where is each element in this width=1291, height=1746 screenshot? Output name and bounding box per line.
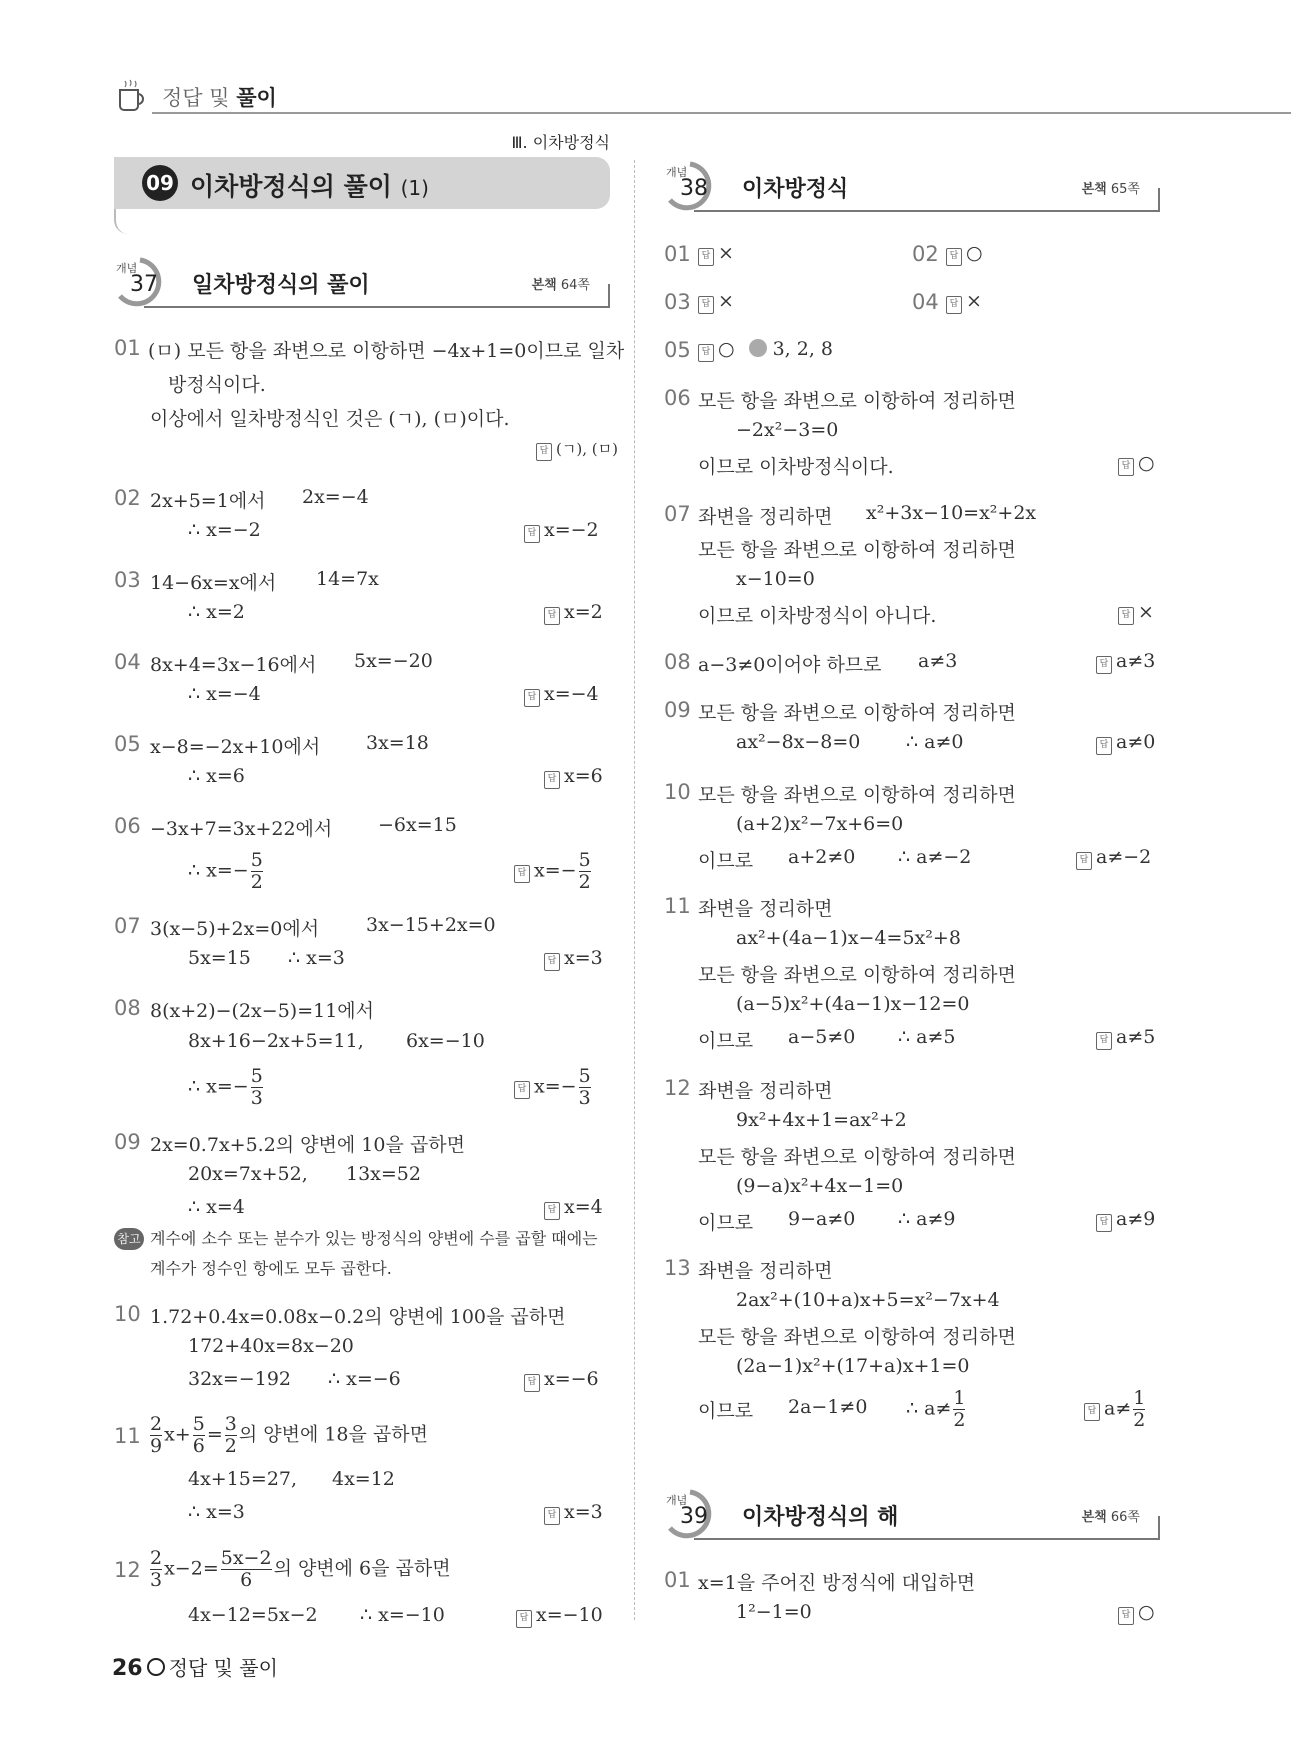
solution-line: 이므로 [698, 1212, 754, 1234]
solution-line: 20x=7x+52, [188, 1163, 308, 1185]
solution-line: ∴ x=3 [188, 1501, 245, 1523]
footer-dot-icon [147, 1658, 165, 1676]
solution-line: 4x=12 [332, 1468, 395, 1490]
note-tag: 참고 [114, 1228, 144, 1250]
solution-line: 2x=0.7x+5.2의 양변에 10을 곱하면 [150, 1134, 465, 1156]
chapter-banner [114, 157, 610, 209]
problem-number: 12 [114, 1558, 141, 1582]
page-number: 26 [112, 1656, 143, 1681]
concept-header-37: 개념 37 일차방정식의 풀이 본책 64쪽 [114, 256, 610, 312]
answer: 답 x=2 [544, 601, 603, 625]
answer: 답 x=4 [544, 1196, 603, 1220]
solution-line: ax²+(4a−1)x−4=5x²+8 [736, 927, 961, 949]
solution-line: ∴ x=−10 [360, 1604, 445, 1626]
solution-line: 이상에서 일차방정식인 것은 (ㄱ), (ㅁ)이다. [150, 408, 510, 430]
problem-number: 07 [114, 914, 141, 938]
answer: 답 ○ 3, 2, 8 [698, 338, 833, 362]
answer: 답 a≠3 [1096, 650, 1155, 674]
check-pencil-icon [749, 339, 767, 357]
problem-number: 03 [664, 290, 691, 314]
solution-line: −2x²−3=0 [736, 419, 839, 441]
solution-line: ∴ a≠5 [898, 1026, 956, 1048]
footer-text: 정답 및 풀이 [168, 1656, 278, 1680]
answer: 답 x=3 [544, 947, 603, 971]
solution-line: 이므로 이차방정식이 아니다. [698, 605, 937, 627]
concept-page-ref: 본책 65쪽 [1081, 182, 1140, 197]
problem-number: 09 [114, 1130, 141, 1154]
solution-line: 좌변을 정리하면 [698, 898, 833, 920]
solution-line: 6x=−10 [406, 1030, 485, 1052]
problem-number: 11 [664, 894, 691, 918]
solution-line: ∴ x=−6 [328, 1368, 401, 1390]
concept-title: 일차방정식의 풀이 [192, 273, 370, 298]
solution-line: 3x=18 [366, 732, 429, 754]
solution-line: (2a−1)x²+(17+a)x+1=0 [736, 1355, 970, 1377]
column-divider [634, 160, 635, 1620]
solution-line: x−10=0 [736, 568, 815, 590]
problem-number: 01 [114, 336, 141, 360]
solution-line: 4x+15=27, [188, 1468, 298, 1490]
solution-line: (a−5)x²+(4a−1)x−12=0 [736, 993, 970, 1015]
solution-line: 5x=15 [188, 947, 251, 969]
solution-line: (9−a)x²+4x−1=0 [736, 1175, 904, 1197]
answer: 답 x=−4 [524, 683, 599, 707]
solution-line: −3x+7=3x+22에서 [150, 818, 333, 840]
concept-header-38: 개념 38 이차방정식 본책 65쪽 [664, 160, 1160, 216]
chapter-number: 09 [142, 165, 178, 201]
problem-number: 03 [114, 568, 141, 592]
part-label: Ⅲ. 이차방정식 [511, 133, 610, 152]
problem-number: 08 [114, 996, 141, 1020]
solution-line: 모든 항을 좌변으로 이항하여 정리하면 [698, 1146, 1016, 1168]
solution-line: 이므로 이차방정식이다. [698, 456, 894, 478]
solution-line: 8x+16−2x+5=11, [188, 1030, 364, 1052]
solution-line: ∴ x=2 [188, 601, 245, 623]
solution-line: ∴ a≠−2 [898, 846, 972, 868]
solution-line: −6x=15 [378, 814, 457, 836]
solution-line: 172+40x=8x−20 [188, 1335, 354, 1357]
solution-line: $\frac{2}{9}$ x+ $\frac{5}{6}$ = $\frac{3}{2}$ 의 양변에 18을 곱하면 [150, 1413, 428, 1457]
solution-line: 모든 항을 좌변으로 이항하여 정리하면 [698, 964, 1016, 986]
answer: 답 ○ [1118, 1601, 1155, 1625]
answer: 답 (ㄱ), (ㅁ) [536, 438, 618, 461]
solution-line: 좌변을 정리하면 [698, 506, 833, 528]
solution-line: 이므로 [698, 1400, 754, 1422]
problem-number: 06 [664, 386, 691, 410]
problem-number: 11 [114, 1424, 141, 1448]
concept-title: 이차방정식의 해 [742, 1505, 899, 1530]
reference-note: 참고 계수에 소수 또는 분수가 있는 방정식의 양변에 수를 곱할 때에는 [114, 1226, 598, 1250]
reference-note-line2: 계수가 정수인 항에도 모두 곱한다. [150, 1259, 392, 1278]
solution-line: 2x+5=1에서 [150, 490, 266, 512]
solution-line: 14=7x [316, 568, 379, 590]
answer: 답 x=− $\frac{5}{3}$ [514, 1066, 593, 1109]
solution-line: 8x+4=3x−16에서 [150, 654, 317, 676]
solution-line: a−3≠0이어야 하므로 [698, 654, 882, 676]
problem-number: 09 [664, 698, 691, 722]
concept-number: 37 [130, 272, 158, 297]
solution-line: 이므로 [698, 850, 754, 872]
solution-line: a−5≠0 [788, 1026, 856, 1048]
solution-line: ∴ x=− $\frac{5}{2}$ [188, 849, 263, 893]
solution-line: ∴ x=−2 [188, 519, 261, 541]
solution-line: ∴ a≠9 [898, 1208, 956, 1230]
concept-header-39: 개념 39 이차방정식의 해 본책 66쪽 [664, 1488, 1160, 1544]
answer: 답 a≠9 [1096, 1208, 1155, 1232]
solution-line: $\frac{2}{3}$ x−2= $\frac{5x-2}{6}$ 의 양변에 6을 곱하면 [150, 1547, 451, 1591]
answer: 답 x=−2 [524, 519, 599, 543]
answer: 답 a≠ $\frac{1}{2}$ [1084, 1388, 1147, 1431]
concept-page-ref: 본책 64쪽 [531, 278, 590, 293]
solution-line: x=1을 주어진 방정식에 대입하면 [698, 1572, 976, 1594]
solution-line: x−8=−2x+10에서 [150, 736, 321, 758]
solution-line: 방정식이다. [168, 374, 266, 396]
answer: 답 x=6 [544, 765, 603, 789]
solution-line: ∴ a≠ $\frac{1}{2}$ [906, 1387, 966, 1431]
concept-number: 39 [680, 1504, 708, 1529]
solution-line: 13x=52 [346, 1163, 421, 1185]
answer: 답 ○ [946, 242, 983, 266]
solution-line: 2ax²+(10+a)x+5=x²−7x+4 [736, 1289, 1000, 1311]
answer: 답 a≠0 [1096, 731, 1155, 755]
answer: 답 × [946, 290, 982, 314]
answer: 답 x=−6 [524, 1368, 599, 1392]
solution-line: 9−a≠0 [788, 1208, 856, 1230]
problem-number: 12 [664, 1076, 691, 1100]
solution-line: 모든 항을 좌변으로 이항하여 정리하면 [698, 1326, 1016, 1348]
concept-number: 38 [680, 176, 708, 201]
answer: 답 x=3 [544, 1501, 603, 1525]
answer: 답 x=−10 [516, 1604, 603, 1628]
header-rule [152, 112, 1291, 114]
solution-line: 이므로 [698, 1030, 754, 1052]
problem-number: 05 [114, 732, 141, 756]
solution-line: (ㅁ) 모든 항을 좌변으로 이항하면 −4x+1=0이므로 일차 [148, 340, 625, 362]
solution-line: 모든 항을 좌변으로 이항하여 정리하면 [698, 390, 1016, 412]
solution-line: 모든 항을 좌변으로 이항하여 정리하면 [698, 539, 1016, 561]
solution-line: ∴ x=−4 [188, 683, 261, 705]
answer: 답 x=− $\frac{5}{2}$ [514, 850, 593, 893]
problem-number: 01 [664, 1568, 691, 1592]
problem-number: 10 [114, 1302, 141, 1326]
problem-number: 05 [664, 338, 691, 362]
problem-number: 07 [664, 502, 691, 526]
solution-line: 9x²+4x+1=ax²+2 [736, 1109, 907, 1131]
solution-line: 8(x+2)−(2x−5)=11에서 [150, 1000, 374, 1022]
concept-title: 이차방정식 [742, 177, 849, 202]
solution-line: ∴ x=− $\frac{5}{3}$ [188, 1065, 263, 1109]
solution-line: 3x−15+2x=0 [366, 914, 496, 936]
problem-number: 02 [114, 486, 141, 510]
problem-number: 01 [664, 242, 691, 266]
solution-line: 14−6x=x에서 [150, 572, 277, 594]
problem-number: 10 [664, 780, 691, 804]
solution-line: x²+3x−10=x²+2x [866, 502, 1037, 524]
answer: 답 a≠5 [1096, 1026, 1155, 1050]
problem-number: 06 [114, 814, 141, 838]
problem-number: 08 [664, 650, 691, 674]
solution-line: 4x−12=5x−2 [188, 1604, 318, 1626]
solution-line: 2a−1≠0 [788, 1396, 868, 1418]
answer: 답 a≠−2 [1076, 846, 1151, 870]
solution-line: 2x=−4 [302, 486, 369, 508]
solution-line: ax²−8x−8=0 [736, 731, 861, 753]
solution-line: ∴ x=3 [288, 947, 345, 969]
solution-line: 좌변을 정리하면 [698, 1260, 833, 1282]
solution-line: a≠3 [918, 650, 958, 672]
answer: 답 × [698, 290, 734, 314]
solution-line: 모든 항을 좌변으로 이항하여 정리하면 [698, 702, 1016, 724]
problem-number: 02 [912, 242, 939, 266]
solution-line: ∴ a≠0 [906, 731, 964, 753]
answer: 답 × [698, 242, 734, 266]
solution-line: 좌변을 정리하면 [698, 1080, 833, 1102]
solution-line: ∴ x=6 [188, 765, 245, 787]
answer: 답 ○ [1118, 452, 1155, 476]
problem-number: 04 [114, 650, 141, 674]
page-header [112, 76, 1291, 116]
concept-page-ref: 본책 66쪽 [1081, 1510, 1140, 1525]
chapter-title: 이차방정식의 풀이 (1) [190, 172, 429, 201]
header-title: 정답 및 풀이 [162, 86, 277, 110]
problem-number: 13 [664, 1256, 691, 1280]
answer: 답 × [1118, 601, 1154, 625]
coffee-cup-icon [112, 78, 150, 114]
solution-line: (a+2)x²−7x+6=0 [736, 813, 904, 835]
page-footer [112, 1652, 278, 1681]
solution-line: a+2≠0 [788, 846, 856, 868]
solution-line: 1.72+0.4x=0.08x−0.2의 양변에 100을 곱하면 [150, 1306, 566, 1328]
solution-line: 모든 항을 좌변으로 이항하여 정리하면 [698, 784, 1016, 806]
problem-number: 04 [912, 290, 939, 314]
solution-line: 5x=−20 [354, 650, 433, 672]
solution-line: 3(x−5)+2x=0에서 [150, 918, 320, 940]
solution-line: 1²−1=0 [736, 1601, 812, 1623]
solution-line: 32x=−192 [188, 1368, 291, 1390]
solution-line: ∴ x=4 [188, 1196, 245, 1218]
